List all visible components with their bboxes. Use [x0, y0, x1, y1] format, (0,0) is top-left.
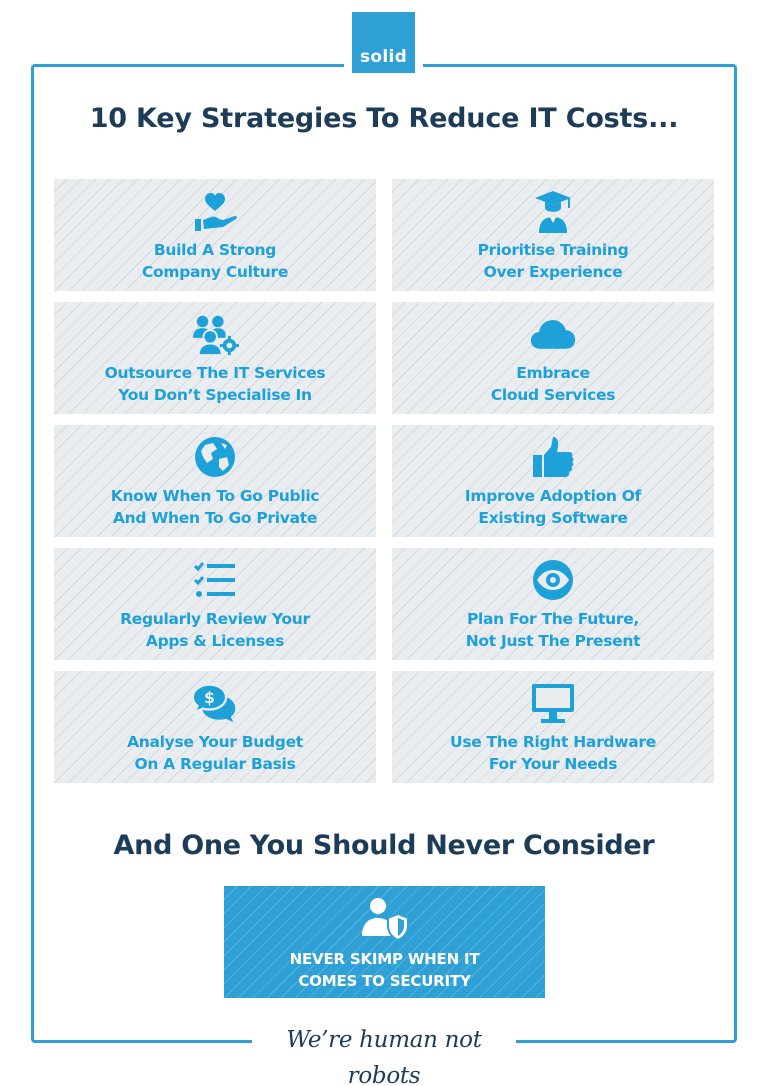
- strategy-card-budget: [54, 671, 376, 783]
- svg-text:$: $: [204, 688, 215, 707]
- user-shield-icon: [360, 896, 410, 942]
- strategy-card-cloud: [392, 302, 714, 414]
- team-gear-icon: [191, 312, 239, 356]
- cloud-icon: [529, 312, 577, 356]
- money-chat-icon: [191, 681, 239, 725]
- strategy-label: Plan For The Future, Not Just The Present: [465, 610, 641, 650]
- strategy-card-training: [392, 179, 714, 291]
- tagline: We’re human not robots: [252, 1022, 516, 1058]
- hand-heart-icon: [191, 189, 239, 233]
- strategy-label: Regularly Review Your Apps & Licenses: [120, 610, 310, 650]
- strategy-label: Use The Right Hardware For Your Needs: [450, 733, 656, 773]
- strategy-label: Build A Strong Company Culture: [141, 241, 289, 281]
- never-card-security: [224, 886, 545, 998]
- never-label: NEVER SKIMP WHEN IT COMES TO SECURITY: [289, 950, 480, 990]
- graduate-icon: [529, 189, 577, 233]
- thumbs-up-icon: [529, 435, 577, 479]
- strategy-card-public-private: [54, 425, 376, 537]
- strategy-label: Know When To Go Public And When To Go Private: [110, 487, 320, 527]
- eye-icon: [529, 558, 577, 602]
- strategy-label: Improve Adoption Of Existing Software: [464, 487, 642, 527]
- strategy-label: Analyse Your Budget On A Regular Basis: [127, 733, 303, 773]
- strategy-card-review-apps: [54, 548, 376, 660]
- strategy-label: Prioritise Training Over Experience: [477, 241, 629, 281]
- strategy-label: Outsource The IT Services You Don’t Specialise In: [104, 364, 326, 404]
- strategy-label: Embrace Cloud Services: [490, 364, 616, 404]
- strategy-card-adoption: [392, 425, 714, 537]
- strategy-card-culture: [54, 179, 376, 291]
- checklist-icon: [191, 558, 239, 602]
- monitor-icon: [529, 681, 577, 725]
- globe-icon: [191, 435, 239, 479]
- strategy-card-hardware: [392, 671, 714, 783]
- strategy-card-outsource: [54, 302, 376, 414]
- page-title: 10 Key Strategies To Reduce IT Costs...: [89, 103, 679, 134]
- strategy-card-future: [392, 548, 714, 660]
- section-subtitle: And One You Should Never Consider: [113, 830, 655, 861]
- solid-logo[interactable]: solid: [352, 12, 415, 73]
